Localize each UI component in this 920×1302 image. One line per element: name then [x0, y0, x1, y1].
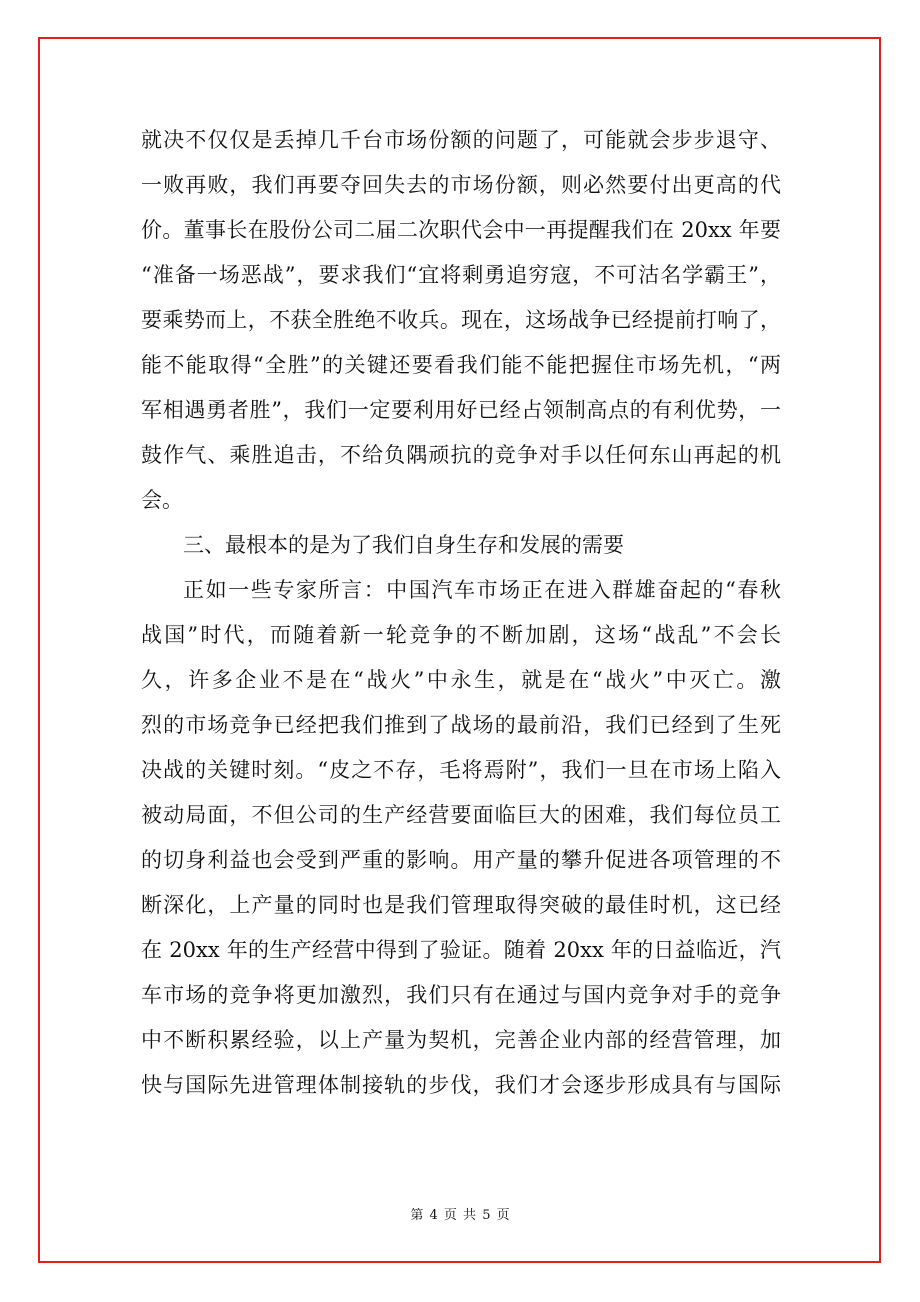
paragraph-1 — [141, 118, 781, 523]
text-line: 鼓作气、乘胜追击，不给负隅顽抗的竞争对手以任何东山再起的机 — [141, 443, 781, 467]
text-line: 会。 — [141, 488, 183, 512]
text-line: 中不断积累经验，以上产量为契机，完善企业内部的经营管理，加 — [141, 1028, 781, 1052]
text-line: 战国”时代，而随着新一轮竞争的不断加剧，这场“战乱”不会长 — [141, 623, 781, 647]
text-line: 的切身利益也会受到严重的影响。用产量的攀升促进各项管理的不 — [141, 848, 781, 872]
paragraph-2 — [141, 568, 781, 1108]
section-heading: 三、最根本的是为了我们自身生存和发展的需要 — [183, 533, 624, 557]
text-line: 断深化，上产量的同时也是我们管理取得突破的最佳时机，这已经 — [141, 893, 781, 917]
text-line: 快与国际先进管理体制接轨的步伐，我们才会逐步形成具有与国际 — [141, 1073, 781, 1097]
text-line: 就决不仅仅是丢掉几千台市场份额的问题了，可能就会步步退守、 — [141, 128, 781, 152]
text-line: 要乘势而上，不获全胜绝不收兵。现在，这场战争已经提前打响了， — [141, 308, 781, 332]
text-line: 在 20xx 年的生产经营中得到了验证。随着 20xx 年的日益临近，汽 — [141, 938, 781, 962]
text-line: 被动局面，不但公司的生产经营要面临巨大的困难，我们每位员工 — [141, 803, 781, 827]
text-line: 久，许多企业不是在“战火”中永生，就是在“战火”中灭亡。激 — [141, 668, 781, 692]
text-line: 价。董事长在股份公司二届二次职代会中一再提醒我们在 20xx 年要 — [141, 218, 781, 242]
text-line: 决战的关键时刻。“皮之不存，毛将焉附”，我们一旦在市场上陷入 — [141, 758, 781, 782]
text-line: 能不能取得“全胜”的关键还要看我们能不能把握住市场先机，“两 — [141, 353, 781, 377]
text-line: 军相遇勇者胜”，我们一定要利用好已经占领制高点的有利优势，一 — [141, 398, 781, 422]
text-line: “准备一场恶战”，要求我们“宜将剩勇追穷寇，不可沽名学霸王”， — [141, 263, 781, 287]
text-line: 正如一些专家所言：中国汽车市场正在进入群雄奋起的“春秋 — [183, 578, 781, 602]
text-line: 烈的市场竞争已经把我们推到了战场的最前沿，我们已经到了生死 — [141, 713, 781, 737]
page-number: 第 4 页 共 5 页 — [410, 1208, 510, 1223]
document-body — [141, 118, 781, 1108]
text-line: 一败再败，我们再要夺回失去的市场份额，则必然要付出更高的代 — [141, 173, 781, 197]
text-line: 车市场的竞争将更加激烈，我们只有在通过与国内竞争对手的竞争 — [141, 983, 781, 1007]
